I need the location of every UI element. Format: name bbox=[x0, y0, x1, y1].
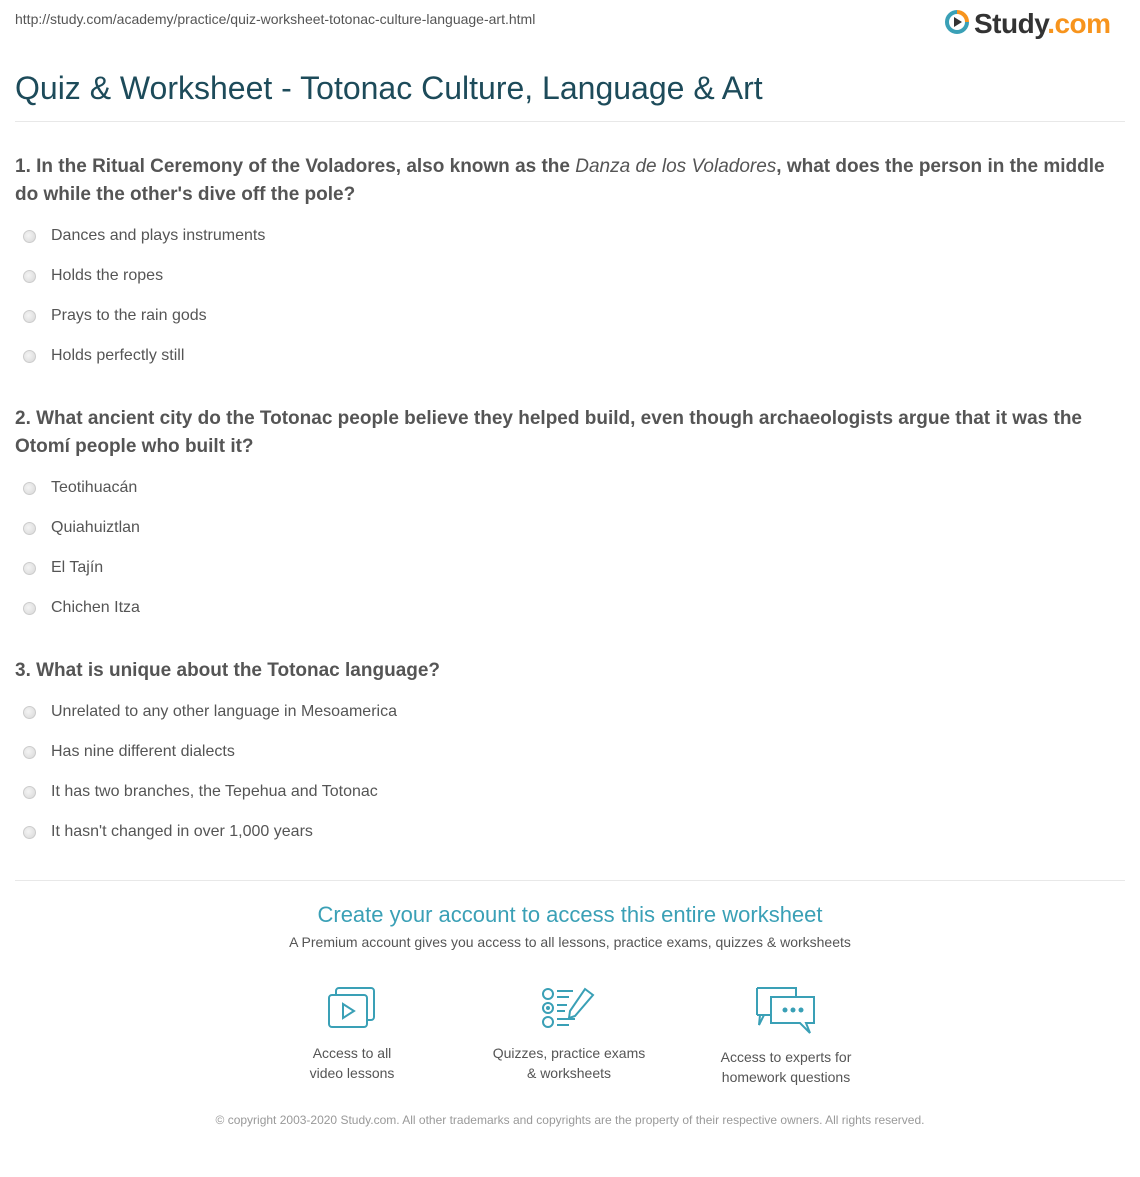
answer-option[interactable]: Has nine different dialects bbox=[20, 743, 235, 761]
feature-video-lessons: Access to all video lessons bbox=[252, 985, 452, 1083]
radio-button[interactable] bbox=[23, 562, 36, 575]
radio-button[interactable] bbox=[23, 746, 36, 759]
radio-button[interactable] bbox=[23, 482, 36, 495]
answer-option[interactable]: Dances and plays instruments bbox=[20, 227, 265, 245]
answer-option[interactable]: Prays to the rain gods bbox=[20, 307, 207, 325]
radio-button[interactable] bbox=[23, 522, 36, 535]
radio-button[interactable] bbox=[23, 270, 36, 283]
answer-option[interactable]: El Tajín bbox=[20, 559, 103, 577]
radio-button[interactable] bbox=[23, 602, 36, 615]
answer-option[interactable]: Holds perfectly still bbox=[20, 347, 184, 365]
chat-bubbles-icon bbox=[686, 985, 886, 1035]
answer-option[interactable]: Teotihuacán bbox=[20, 479, 137, 497]
answer-option[interactable]: Chichen Itza bbox=[20, 599, 140, 617]
question-2: 2. What ancient city do the Totonac people believe they helped build, even though archaeologists argue that it was the Otomí people who built it? bbox=[15, 408, 1082, 457]
cta-subtitle: A Premium account gives you access to all lessons, practice exams, quizzes & worksheets bbox=[289, 934, 851, 950]
page-title: Quiz & Worksheet - Totonac Culture, Language & Art bbox=[15, 70, 763, 106]
question-3: 3. What is unique about the Totonac language? bbox=[15, 660, 441, 681]
divider bbox=[15, 121, 1125, 122]
play-ring-icon bbox=[944, 9, 970, 40]
radio-button[interactable] bbox=[23, 826, 36, 839]
feature-experts: Access to experts for homework questions bbox=[686, 985, 886, 1087]
radio-button[interactable] bbox=[23, 310, 36, 323]
question-1: 1. In the Ritual Ceremony of the Voladores, also known as the Danza de los Voladores, what does the person in the middle do while the other's dive off the pole? bbox=[15, 156, 1105, 205]
video-lessons-icon bbox=[252, 985, 452, 1031]
radio-button[interactable] bbox=[23, 786, 36, 799]
radio-button[interactable] bbox=[23, 350, 36, 363]
copyright-notice: © copyright 2003-2020 Study.com. All other trademarks and copyrights are the property of their respective owners. All rights reserved. bbox=[215, 1113, 925, 1127]
logo-text: Study.com bbox=[974, 8, 1111, 39]
answer-option[interactable]: Unrelated to any other language in Mesoamerica bbox=[20, 703, 397, 721]
answer-option[interactable]: It has two branches, the Tepehua and Totonac bbox=[20, 783, 378, 801]
divider bbox=[15, 880, 1125, 881]
answer-option[interactable]: It hasn't changed in over 1,000 years bbox=[20, 823, 313, 841]
answer-option[interactable]: Holds the ropes bbox=[20, 267, 163, 285]
radio-button[interactable] bbox=[23, 706, 36, 719]
study-logo[interactable] bbox=[944, 8, 1111, 40]
quiz-checklist-icon bbox=[469, 985, 669, 1031]
feature-quizzes: Quizzes, practice exams & worksheets bbox=[469, 985, 669, 1083]
answer-option[interactable]: Quiahuiztlan bbox=[20, 519, 140, 537]
create-account-link[interactable]: Create your account to access this entire worksheet bbox=[317, 902, 823, 927]
radio-button[interactable] bbox=[23, 230, 36, 243]
page-url: http://study.com/academy/practice/quiz-worksheet-totonac-culture-language-art.html bbox=[15, 11, 536, 27]
